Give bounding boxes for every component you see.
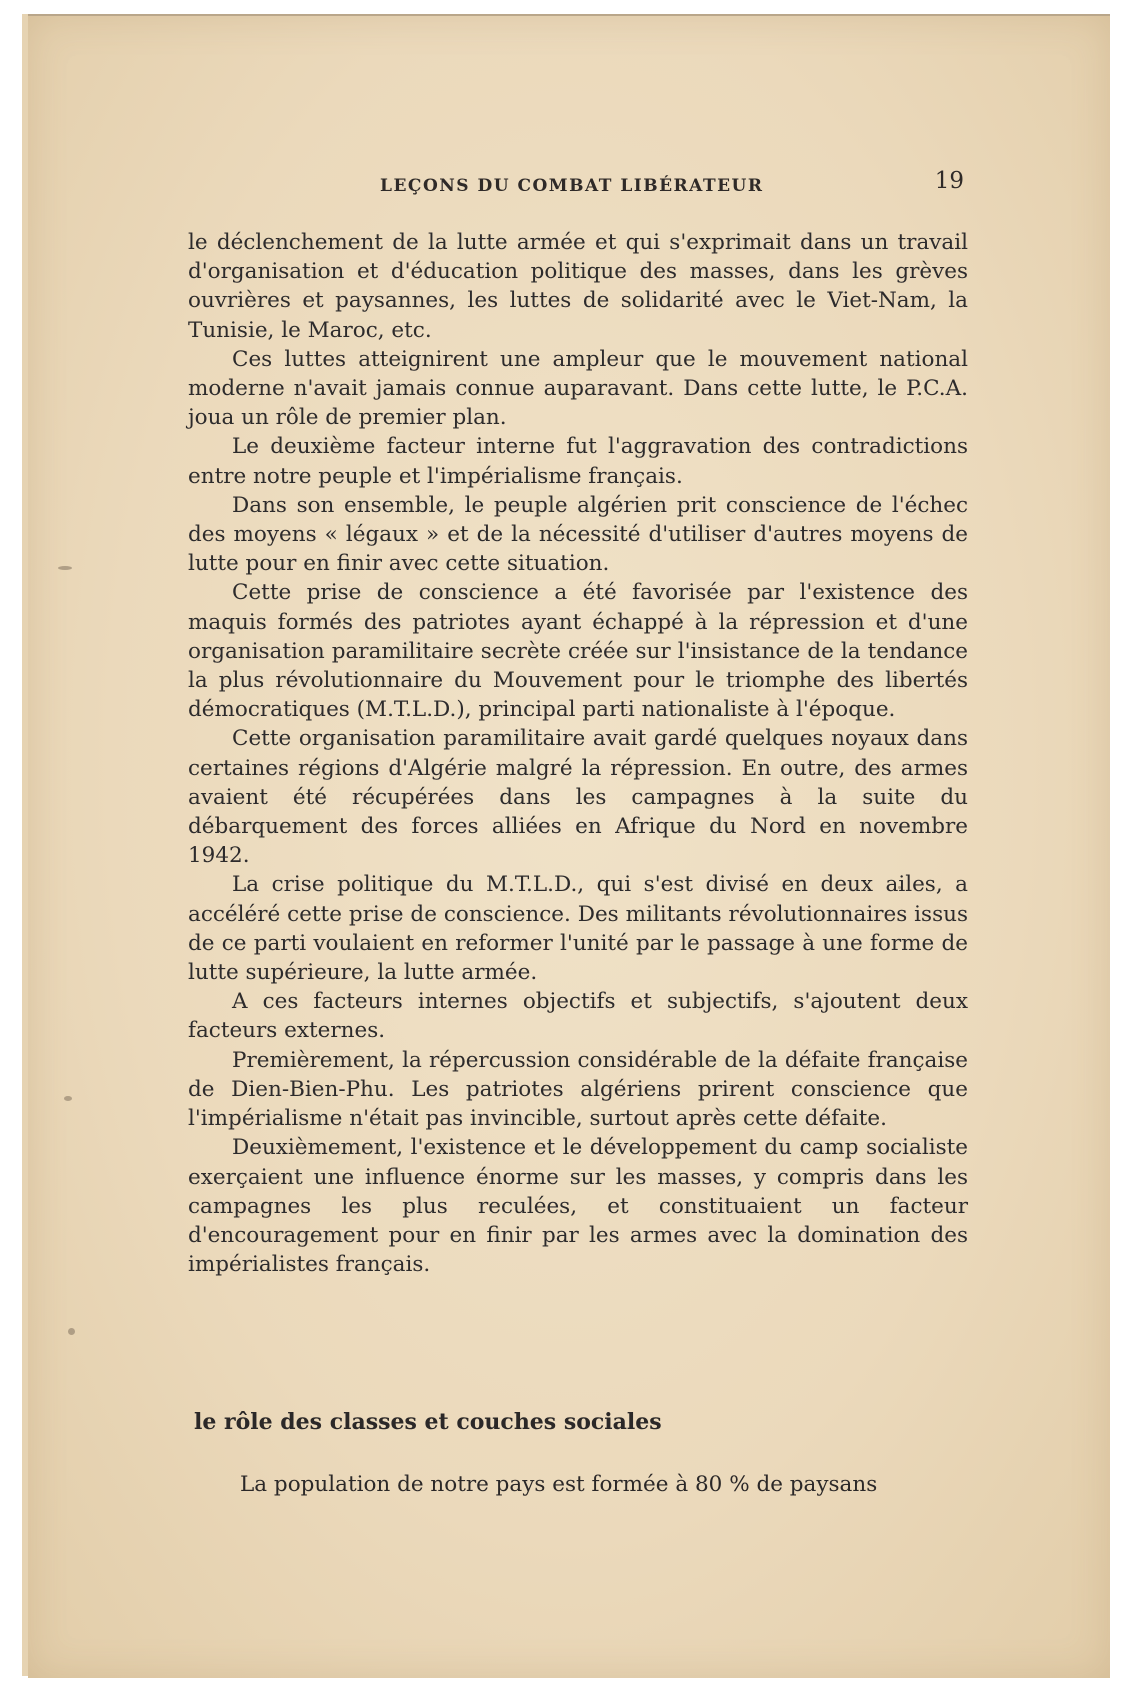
section-heading: le rôle des classes et couches sociales xyxy=(194,1409,662,1435)
paragraph: Ces luttes atteignirent une ampleur que le mouvement national moderne n'avait jamais connue auparavant. Dans cette lutte, le P.C.A. joua un rôle de premier plan. xyxy=(188,346,968,431)
paper-stain xyxy=(64,1096,72,1101)
paragraph: Premièrement, la répercussion considérable de la défaite française de Dien-Bien-Phu. Les patriotes algériens prirent conscience que l'impérialisme n'était pas invincible, surtout après cette défaite. xyxy=(188,1047,968,1132)
page-header xyxy=(188,168,968,208)
paragraph: Deuxièmement, l'existence et le développement du camp socialiste exerçaient une influence énorme sur les masses, y compris dans les campagnes les plus reculées, et constituaient un facteur d'encouragement pour en finir par les armes avec la domination des impérialistes français. xyxy=(188,1135,968,1278)
paragraph: le déclenchement de la lutte armée et qui s'exprimait dans un travail d'organisation et d'éducation politique des masses, dans les grèves ouvrières et paysannes, les luttes de solidarité avec le Viet-Nam, la Tunisie, le Maroc, etc. xyxy=(188,230,968,343)
paper-stain xyxy=(58,566,72,570)
paragraph: Le deuxième facteur interne fut l'aggravation des contradictions entre notre peuple et l'impérialisme français. xyxy=(188,434,968,489)
page-number: 19 xyxy=(934,168,964,194)
section-first-line: La population de notre pays est formée à 80 % de paysans xyxy=(240,1472,878,1497)
paragraph: La crise politique du M.T.L.D., qui s'est divisé en deux ailes, a accéléré cette prise de conscience. Des militants révolutionnaires issus de ce parti voulaient en reformer l'unité par le passage à une forme de lutte supérieure, la lutte armée. xyxy=(188,872,968,986)
paragraph: Cette prise de conscience a été favorisée par l'existence des maquis formés des patriotes ayant échappé à la répression et d'une organisation paramilitaire secrète créée sur l'insistance de la tendance la plus révolutionnaire du Mouvement pour le triomphe des libertés démocratiques (M.T.L.D.), principal parti nationaliste à l'époque. xyxy=(188,580,968,723)
paragraph: A ces facteurs internes objectifs et subjectifs, s'ajoutent deux facteurs externes. xyxy=(188,989,968,1044)
paper-stain xyxy=(68,1328,75,1335)
body-text xyxy=(188,228,968,1279)
paragraph: Dans son ensemble, le peuple algérien prit conscience de l'échec des moyens « légaux » et de la nécessité d'utiliser d'autres moyens de lutte pour en finir avec cette situation. xyxy=(188,492,968,577)
running-title: LEÇONS DU COMBAT LIBÉRATEUR xyxy=(380,176,764,196)
paragraph: Cette organisation paramilitaire avait gardé quelques noyaux dans certaines régions d'Algérie malgré la répression. En outre, des armes avaient été récupérées dans les campagnes à la suite du débarquement des forces alliées en Afrique du Nord en novembre 1942. xyxy=(188,726,968,869)
